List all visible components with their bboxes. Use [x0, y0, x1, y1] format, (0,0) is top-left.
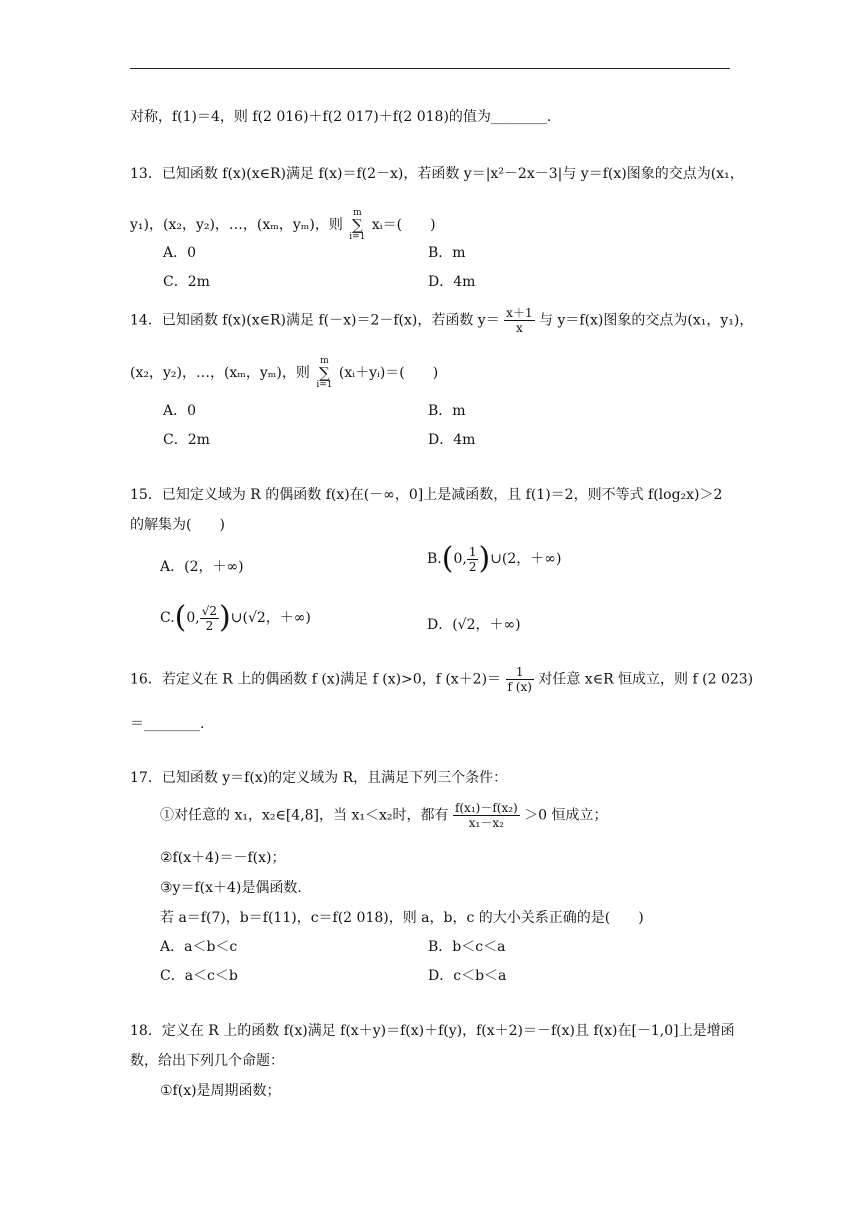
q15-line1: 15．已知定义域为 R 的偶函数 f(x)在(－∞，0]上是减函数，且 f(1)＝2，则不等式 f(log₂x)＞2: [130, 487, 723, 503]
q15-option-b-denominator: 2: [468, 559, 477, 574]
q15-option-b-fraction: [467, 545, 479, 574]
q13-sigma: [349, 208, 365, 242]
q13-line1: 13．已知函数 f(x)(x∈R)满足 f(x)＝f(2－x)，若函数 y＝|x²－2x－3|与 y＝f(x)图象的交点为(x₁，: [130, 166, 744, 182]
q14-sigma-bottom: i=1: [316, 380, 333, 390]
q15-option-a: A．(2，＋∞): [160, 559, 244, 575]
q13-line2-pre: y₁)，(x₂，y₂)，…，(xₘ，yₘ)，则: [130, 217, 343, 233]
q16-line2: ＝________.: [130, 716, 205, 732]
q13-sigma-bottom: i=1: [349, 232, 366, 242]
q15-option-c-numerator: √2: [201, 603, 218, 618]
sigma-icon: ∑: [352, 216, 363, 234]
q15-line2: 的解集为( ): [130, 517, 225, 533]
q14-line1: [130, 306, 753, 335]
q14-line2-post: (xᵢ＋yᵢ)＝( ): [338, 365, 439, 381]
q14-fraction-numerator: x＋1: [506, 306, 533, 320]
q15-option-c-post: ∪(√2，＋∞): [230, 610, 311, 626]
q16-line1-pre: 16．若定义在 R 上的偶函数 f (x)满足 f (x)>0，f (x＋2)＝: [130, 671, 502, 688]
q13-line2: [130, 208, 436, 242]
q13-option-c: C．2m: [163, 274, 210, 290]
q17-line1: 17．已知函数 y＝f(x)的定义域为 R，且满足下列三个条件：: [130, 770, 508, 786]
q18-line1: 18．定义在 R 上的函数 f(x)满足 f(x＋y)＝f(x)＋f(y)，f(x＋2)＝－f(x)且 f(x)在[－1,0]上是增函: [130, 1023, 735, 1039]
q15-option-b-label: B.: [427, 551, 442, 567]
sigma-icon: ∑: [319, 364, 330, 382]
q17-option-c: C．a＜c＜b: [160, 968, 238, 984]
q17-condition-1-post: ＞0 恒成立；: [524, 807, 608, 824]
q16-fraction-denominator: f (x): [507, 680, 532, 694]
q13-option-a: A．0: [163, 245, 197, 261]
q17-option-a: A．a＜b＜c: [160, 939, 238, 955]
q14-line2-pre: (x₂，y₂)，…，(xₘ，yₘ)，则: [130, 365, 310, 381]
q13-option-b: B．m: [428, 245, 466, 261]
q17-condition-1-pre: ①对任意的 x₁，x₂∈[4,8]，当 x₁＜x₂时，都有: [160, 807, 449, 824]
q14-fraction: [504, 306, 534, 335]
q15-option-c: C.(0, $\frac{√2}{2}$ )∪(√2，＋∞): [160, 600, 311, 635]
q15-option-d: D．(√2，＋∞): [427, 617, 521, 633]
q14-option-d: D．4m: [428, 432, 476, 448]
q17-condition-1-numerator: f(x₁)－f(x₂): [454, 801, 518, 815]
q15-option-b-numerator: 1: [468, 544, 477, 559]
q13-line2-post: xᵢ＝( ): [371, 217, 436, 233]
q16-line1-post: 对任意 x∈R 恒成立，则 f (2 023): [538, 671, 754, 688]
q14-fraction-denominator: x: [515, 321, 523, 335]
q18-line2: 数，给出下列几个命题：: [130, 1053, 284, 1069]
q12-tail-text: 对称，f(1)＝4，则 f(2 016)＋f(2 017)＋f(2 018)的值为________.: [130, 109, 552, 125]
q14-option-b: B．m: [428, 403, 466, 419]
q17-condition-1-fraction: [453, 801, 520, 830]
q14-line2: [130, 356, 438, 390]
q15-option-b: B.(0, $\frac{1}{2}$ )∪(2，＋∞): [427, 541, 562, 576]
q15-option-c-fraction: [200, 604, 219, 633]
q14-line1-pre: 14．已知函数 f(x)(x∈R)满足 f(－x)＝2－f(x)，若函数 y＝: [130, 312, 500, 329]
q17-option-d: D．c＜b＜a: [428, 968, 507, 984]
q14-option-a: A．0: [163, 403, 197, 419]
q17-line5: 若 a＝f(7)，b＝f(11)，c＝f(2 018)，则 a，b，c 的大小关系正确的是( ): [160, 910, 644, 926]
q17-condition-1: [160, 801, 608, 830]
q17-condition-2: ②f(x＋4)＝－f(x)；: [160, 850, 286, 866]
q13-option-d: D．4m: [428, 274, 476, 290]
q15-option-b-post: ∪(2，＋∞): [490, 551, 562, 567]
q14-option-c: C．2m: [163, 432, 210, 448]
q17-option-b: B．b＜c＜a: [428, 939, 506, 955]
q15-option-c-denominator: 2: [205, 618, 214, 633]
q17-condition-1-denominator: x₁－x₂: [468, 816, 504, 830]
q15-option-c-label: C.: [160, 610, 175, 626]
q13-sigma-top: m: [353, 208, 362, 218]
q16-line1: [130, 665, 753, 694]
q14-line1-post: 与 y＝f(x)图象的交点为(x₁，y₁)，: [539, 312, 754, 329]
q17-condition-3: ③y＝f(x＋4)是偶函数.: [160, 880, 302, 896]
q18-line3: ①f(x)是周期函数；: [160, 1083, 281, 1099]
q16-fraction: [506, 665, 534, 694]
q14-sigma-top: m: [320, 356, 329, 366]
q16-fraction-numerator: 1: [506, 665, 534, 680]
header-rule: [130, 68, 730, 69]
q14-sigma: [316, 356, 332, 390]
